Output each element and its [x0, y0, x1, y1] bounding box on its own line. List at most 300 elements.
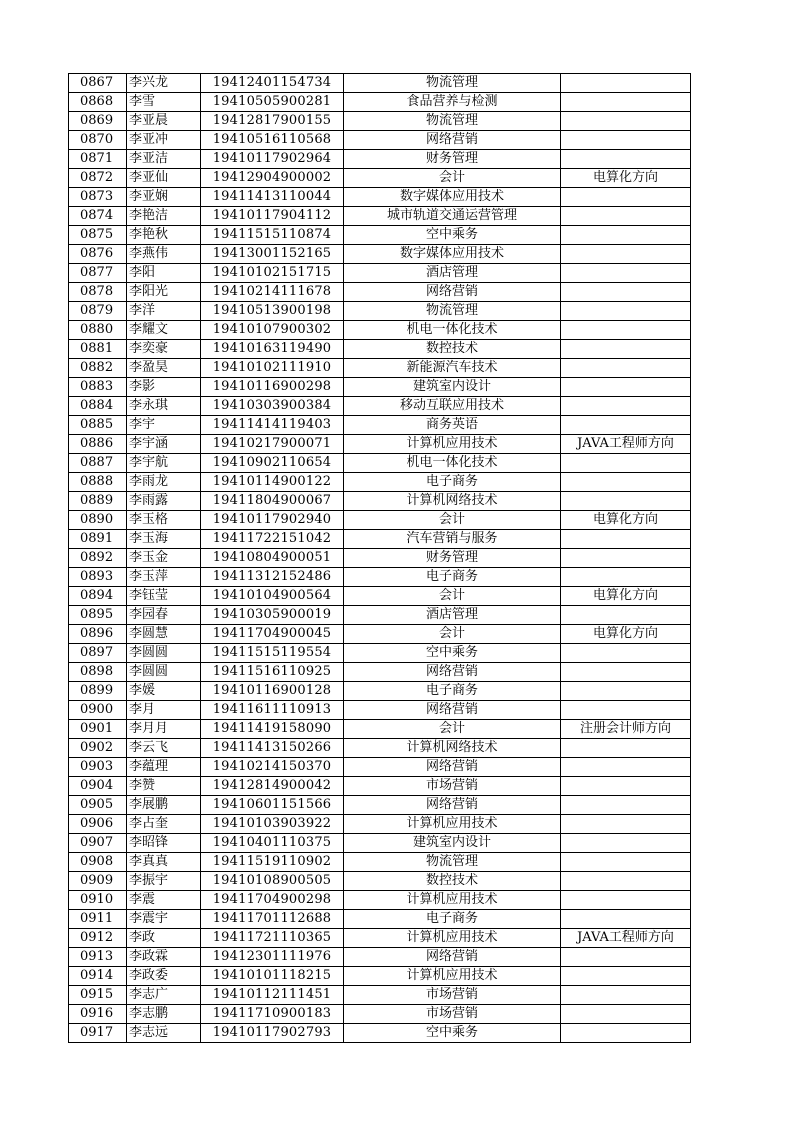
major-cell: 空中乘务 — [344, 226, 561, 245]
seq-number-cell: 0899 — [69, 682, 127, 701]
name-cell: 李盈昊 — [127, 359, 201, 378]
exam-id-cell: 19411704900298 — [201, 891, 344, 910]
table-row — [69, 245, 691, 264]
major-cell: 会计 — [344, 720, 561, 739]
major-cell: 建筑室内设计 — [344, 834, 561, 853]
exam-id-cell: 19410305900019 — [201, 606, 344, 625]
seq-number-cell: 0871 — [69, 150, 127, 169]
exam-id-cell: 19410163119490 — [201, 340, 344, 359]
major-cell: 网络营销 — [344, 663, 561, 682]
name-cell: 李艳秋 — [127, 226, 201, 245]
seq-number-cell: 0869 — [69, 112, 127, 131]
seq-number-cell: 0905 — [69, 796, 127, 815]
seq-number-cell: 0889 — [69, 492, 127, 511]
name-cell: 李月 — [127, 701, 201, 720]
name-cell: 李政霖 — [127, 948, 201, 967]
direction-cell — [561, 340, 691, 359]
direction-cell: JAVA工程师方向 — [561, 435, 691, 454]
table-row — [69, 340, 691, 359]
exam-id-cell: 19410117902940 — [201, 511, 344, 530]
name-cell: 李玉格 — [127, 511, 201, 530]
seq-number-cell: 0867 — [69, 74, 127, 93]
direction-cell — [561, 112, 691, 131]
table-row — [69, 568, 691, 587]
table-row — [69, 587, 691, 606]
exam-id-cell: 19410112111451 — [201, 986, 344, 1005]
major-cell: 网络营销 — [344, 131, 561, 150]
major-cell: 电子商务 — [344, 682, 561, 701]
name-cell: 李蕴理 — [127, 758, 201, 777]
direction-cell — [561, 74, 691, 93]
table-row — [69, 720, 691, 739]
major-cell: 会计 — [344, 169, 561, 188]
name-cell: 李媛 — [127, 682, 201, 701]
table-row — [69, 815, 691, 834]
direction-cell — [561, 967, 691, 986]
name-cell: 李亚冲 — [127, 131, 201, 150]
table-row — [69, 549, 691, 568]
direction-cell — [561, 986, 691, 1005]
table-row — [69, 302, 691, 321]
seq-number-cell: 0892 — [69, 549, 127, 568]
seq-number-cell: 0906 — [69, 815, 127, 834]
major-cell: 机电一体化技术 — [344, 321, 561, 340]
direction-cell: 注册会计师方向 — [561, 720, 691, 739]
name-cell: 李震 — [127, 891, 201, 910]
name-cell: 李月月 — [127, 720, 201, 739]
exam-id-cell: 19412301111976 — [201, 948, 344, 967]
exam-id-cell: 19411804900067 — [201, 492, 344, 511]
direction-cell — [561, 872, 691, 891]
name-cell: 李玉萍 — [127, 568, 201, 587]
major-cell: 会计 — [344, 587, 561, 606]
seq-number-cell: 0898 — [69, 663, 127, 682]
table-row — [69, 473, 691, 492]
direction-cell — [561, 359, 691, 378]
exam-id-cell: 19412401154734 — [201, 74, 344, 93]
exam-id-cell: 19411414119403 — [201, 416, 344, 435]
table-row — [69, 777, 691, 796]
major-cell: 物流管理 — [344, 74, 561, 93]
seq-number-cell: 0893 — [69, 568, 127, 587]
name-cell: 李昭锋 — [127, 834, 201, 853]
major-cell: 计算机网络技术 — [344, 739, 561, 758]
direction-cell — [561, 682, 691, 701]
seq-number-cell: 0886 — [69, 435, 127, 454]
direction-cell: JAVA工程师方向 — [561, 929, 691, 948]
direction-cell — [561, 549, 691, 568]
exam-id-cell: 19410114900122 — [201, 473, 344, 492]
name-cell: 李云飞 — [127, 739, 201, 758]
seq-number-cell: 0887 — [69, 454, 127, 473]
name-cell: 李亚娴 — [127, 188, 201, 207]
seq-number-cell: 0896 — [69, 625, 127, 644]
table-row — [69, 492, 691, 511]
seq-number-cell: 0883 — [69, 378, 127, 397]
seq-number-cell: 0878 — [69, 283, 127, 302]
table-row — [69, 929, 691, 948]
direction-cell — [561, 188, 691, 207]
name-cell: 李宇 — [127, 416, 201, 435]
seq-number-cell: 0913 — [69, 948, 127, 967]
major-cell: 网络营销 — [344, 283, 561, 302]
table-row — [69, 834, 691, 853]
direction-cell — [561, 245, 691, 264]
direction-cell — [561, 283, 691, 302]
seq-number-cell: 0897 — [69, 644, 127, 663]
major-cell: 食品营养与检测 — [344, 93, 561, 112]
major-cell: 电子商务 — [344, 473, 561, 492]
seq-number-cell: 0880 — [69, 321, 127, 340]
direction-cell — [561, 796, 691, 815]
seq-number-cell: 0915 — [69, 986, 127, 1005]
table-row — [69, 967, 691, 986]
major-cell: 数字媒体应用技术 — [344, 245, 561, 264]
table-row — [69, 226, 691, 245]
table-row — [69, 853, 691, 872]
seq-number-cell: 0875 — [69, 226, 127, 245]
exam-id-cell: 19411519110902 — [201, 853, 344, 872]
name-cell: 李艳洁 — [127, 207, 201, 226]
name-cell: 李振宇 — [127, 872, 201, 891]
table-row — [69, 1005, 691, 1024]
direction-cell — [561, 910, 691, 929]
name-cell: 李玉金 — [127, 549, 201, 568]
exam-id-cell: 19410104900564 — [201, 587, 344, 606]
exam-id-cell: 19410601151566 — [201, 796, 344, 815]
direction-cell — [561, 264, 691, 283]
seq-number-cell: 0909 — [69, 872, 127, 891]
exam-id-cell: 19410217900071 — [201, 435, 344, 454]
direction-cell: 电算化方向 — [561, 169, 691, 188]
major-cell: 市场营销 — [344, 986, 561, 1005]
name-cell: 李真真 — [127, 853, 201, 872]
direction-cell — [561, 891, 691, 910]
exam-id-cell: 19410101118215 — [201, 967, 344, 986]
table-row — [69, 359, 691, 378]
table-row — [69, 644, 691, 663]
seq-number-cell: 0885 — [69, 416, 127, 435]
major-cell: 移动互联应用技术 — [344, 397, 561, 416]
major-cell: 数字媒体应用技术 — [344, 188, 561, 207]
major-cell: 机电一体化技术 — [344, 454, 561, 473]
major-cell: 计算机应用技术 — [344, 891, 561, 910]
seq-number-cell: 0881 — [69, 340, 127, 359]
exam-id-cell: 19410108900505 — [201, 872, 344, 891]
seq-number-cell: 0902 — [69, 739, 127, 758]
major-cell: 会计 — [344, 511, 561, 530]
name-cell: 李亚仙 — [127, 169, 201, 188]
name-cell: 李洋 — [127, 302, 201, 321]
exam-id-cell: 19410107900302 — [201, 321, 344, 340]
exam-id-cell: 19410804900051 — [201, 549, 344, 568]
name-cell: 李亚晨 — [127, 112, 201, 131]
seq-number-cell: 0912 — [69, 929, 127, 948]
seq-number-cell: 0900 — [69, 701, 127, 720]
table-row — [69, 131, 691, 150]
table-row — [69, 1024, 691, 1043]
exam-id-cell: 19410103903922 — [201, 815, 344, 834]
seq-number-cell: 0901 — [69, 720, 127, 739]
name-cell: 李耀文 — [127, 321, 201, 340]
direction-cell — [561, 758, 691, 777]
exam-id-cell: 19410303900384 — [201, 397, 344, 416]
direction-cell — [561, 131, 691, 150]
major-cell: 建筑室内设计 — [344, 378, 561, 397]
name-cell: 李圆慧 — [127, 625, 201, 644]
seq-number-cell: 0890 — [69, 511, 127, 530]
name-cell: 李园春 — [127, 606, 201, 625]
direction-cell — [561, 150, 691, 169]
table-row — [69, 758, 691, 777]
major-cell: 汽车营销与服务 — [344, 530, 561, 549]
major-cell: 电子商务 — [344, 568, 561, 587]
direction-cell — [561, 606, 691, 625]
name-cell: 李影 — [127, 378, 201, 397]
table-row — [69, 378, 691, 397]
seq-number-cell: 0895 — [69, 606, 127, 625]
name-cell: 李玉海 — [127, 530, 201, 549]
direction-cell — [561, 644, 691, 663]
major-cell: 酒店管理 — [344, 264, 561, 283]
direction-cell — [561, 739, 691, 758]
direction-cell: 电算化方向 — [561, 625, 691, 644]
name-cell: 李志远 — [127, 1024, 201, 1043]
seq-number-cell: 0907 — [69, 834, 127, 853]
major-cell: 计算机网络技术 — [344, 492, 561, 511]
exam-id-cell: 19412814900042 — [201, 777, 344, 796]
table-row — [69, 625, 691, 644]
table-row — [69, 872, 691, 891]
major-cell: 空中乘务 — [344, 644, 561, 663]
exam-id-cell: 19411419158090 — [201, 720, 344, 739]
seq-number-cell: 0911 — [69, 910, 127, 929]
table-row — [69, 454, 691, 473]
table-row — [69, 511, 691, 530]
major-cell: 市场营销 — [344, 777, 561, 796]
name-cell: 李奕豪 — [127, 340, 201, 359]
exam-id-cell: 19411722151042 — [201, 530, 344, 549]
table-row — [69, 739, 691, 758]
name-cell: 李占奎 — [127, 815, 201, 834]
table-row — [69, 74, 691, 93]
table-row — [69, 663, 691, 682]
direction-cell — [561, 473, 691, 492]
name-cell: 李亚洁 — [127, 150, 201, 169]
direction-cell — [561, 1024, 691, 1043]
major-cell: 网络营销 — [344, 796, 561, 815]
table-row — [69, 188, 691, 207]
exam-id-cell: 19410505900281 — [201, 93, 344, 112]
exam-id-cell: 19410117902964 — [201, 150, 344, 169]
seq-number-cell: 0873 — [69, 188, 127, 207]
exam-id-cell: 19412904900002 — [201, 169, 344, 188]
exam-id-cell: 19410214111678 — [201, 283, 344, 302]
table-row — [69, 606, 691, 625]
seq-number-cell: 0870 — [69, 131, 127, 150]
exam-id-cell: 19411710900183 — [201, 1005, 344, 1024]
table-row — [69, 93, 691, 112]
seq-number-cell: 0891 — [69, 530, 127, 549]
table-row — [69, 416, 691, 435]
direction-cell — [561, 492, 691, 511]
major-cell: 城市轨道交通运营管理 — [344, 207, 561, 226]
seq-number-cell: 0872 — [69, 169, 127, 188]
major-cell: 物流管理 — [344, 302, 561, 321]
seq-number-cell: 0904 — [69, 777, 127, 796]
exam-id-cell: 19410516110568 — [201, 131, 344, 150]
seq-number-cell: 0884 — [69, 397, 127, 416]
table-row — [69, 796, 691, 815]
table-row — [69, 910, 691, 929]
name-cell: 李展鹏 — [127, 796, 201, 815]
table-row — [69, 948, 691, 967]
direction-cell — [561, 226, 691, 245]
table-row — [69, 321, 691, 340]
table-row — [69, 169, 691, 188]
direction-cell — [561, 568, 691, 587]
direction-cell — [561, 834, 691, 853]
major-cell: 网络营销 — [344, 701, 561, 720]
name-cell: 李钰莹 — [127, 587, 201, 606]
exam-id-cell: 19410214150370 — [201, 758, 344, 777]
exam-id-cell: 19410513900198 — [201, 302, 344, 321]
name-cell: 李赞 — [127, 777, 201, 796]
name-cell: 李圆圆 — [127, 644, 201, 663]
major-cell: 市场营销 — [344, 1005, 561, 1024]
roster-table-body — [69, 74, 691, 1043]
exam-id-cell: 19410102111910 — [201, 359, 344, 378]
direction-cell — [561, 416, 691, 435]
direction-cell: 电算化方向 — [561, 511, 691, 530]
exam-id-cell: 19410117904112 — [201, 207, 344, 226]
table-row — [69, 530, 691, 549]
table-row — [69, 986, 691, 1005]
seq-number-cell: 0908 — [69, 853, 127, 872]
exam-id-cell: 19411704900045 — [201, 625, 344, 644]
name-cell: 李兴龙 — [127, 74, 201, 93]
table-row — [69, 397, 691, 416]
seq-number-cell: 0882 — [69, 359, 127, 378]
name-cell: 李燕伟 — [127, 245, 201, 264]
seq-number-cell: 0903 — [69, 758, 127, 777]
direction-cell — [561, 93, 691, 112]
seq-number-cell: 0888 — [69, 473, 127, 492]
name-cell: 李志广 — [127, 986, 201, 1005]
exam-id-cell: 19410116900298 — [201, 378, 344, 397]
major-cell: 网络营销 — [344, 948, 561, 967]
exam-id-cell: 19410117902793 — [201, 1024, 344, 1043]
direction-cell — [561, 454, 691, 473]
direction-cell — [561, 1005, 691, 1024]
exam-id-cell: 19410102151715 — [201, 264, 344, 283]
exam-id-cell: 19411611110913 — [201, 701, 344, 720]
exam-id-cell: 19410116900128 — [201, 682, 344, 701]
exam-id-cell: 19411515110874 — [201, 226, 344, 245]
direction-cell — [561, 948, 691, 967]
direction-cell — [561, 321, 691, 340]
major-cell: 计算机应用技术 — [344, 815, 561, 834]
seq-number-cell: 0876 — [69, 245, 127, 264]
major-cell: 会计 — [344, 625, 561, 644]
major-cell: 计算机应用技术 — [344, 967, 561, 986]
name-cell: 李政 — [127, 929, 201, 948]
major-cell: 财务管理 — [344, 150, 561, 169]
roster-table — [68, 73, 691, 1043]
table-row — [69, 264, 691, 283]
table-row — [69, 682, 691, 701]
table-row — [69, 207, 691, 226]
direction-cell — [561, 853, 691, 872]
name-cell: 李志鹏 — [127, 1005, 201, 1024]
exam-id-cell: 19411721110365 — [201, 929, 344, 948]
major-cell: 电子商务 — [344, 910, 561, 929]
major-cell: 数控技术 — [344, 872, 561, 891]
direction-cell — [561, 378, 691, 397]
name-cell: 李宇涵 — [127, 435, 201, 454]
direction-cell — [561, 530, 691, 549]
direction-cell — [561, 663, 691, 682]
major-cell: 物流管理 — [344, 853, 561, 872]
name-cell: 李雪 — [127, 93, 201, 112]
major-cell: 酒店管理 — [344, 606, 561, 625]
major-cell: 财务管理 — [344, 549, 561, 568]
exam-id-cell: 19411515119554 — [201, 644, 344, 663]
major-cell: 空中乘务 — [344, 1024, 561, 1043]
direction-cell — [561, 815, 691, 834]
name-cell: 李雨龙 — [127, 473, 201, 492]
seq-number-cell: 0916 — [69, 1005, 127, 1024]
exam-id-cell: 19413001152165 — [201, 245, 344, 264]
exam-id-cell: 19410902110654 — [201, 454, 344, 473]
major-cell: 计算机应用技术 — [344, 929, 561, 948]
major-cell: 计算机应用技术 — [344, 435, 561, 454]
seq-number-cell: 0917 — [69, 1024, 127, 1043]
exam-id-cell: 19412817900155 — [201, 112, 344, 131]
seq-number-cell: 0868 — [69, 93, 127, 112]
major-cell: 新能源汽车技术 — [344, 359, 561, 378]
table-row — [69, 435, 691, 454]
seq-number-cell: 0910 — [69, 891, 127, 910]
exam-id-cell: 19411312152486 — [201, 568, 344, 587]
name-cell: 李阳光 — [127, 283, 201, 302]
seq-number-cell: 0914 — [69, 967, 127, 986]
seq-number-cell: 0877 — [69, 264, 127, 283]
table-row — [69, 150, 691, 169]
exam-id-cell: 19411516110925 — [201, 663, 344, 682]
direction-cell — [561, 777, 691, 796]
major-cell: 网络营销 — [344, 758, 561, 777]
exam-id-cell: 19411413150266 — [201, 739, 344, 758]
major-cell: 数控技术 — [344, 340, 561, 359]
direction-cell — [561, 302, 691, 321]
major-cell: 商务英语 — [344, 416, 561, 435]
exam-id-cell: 19411413110044 — [201, 188, 344, 207]
table-row — [69, 701, 691, 720]
direction-cell — [561, 397, 691, 416]
exam-id-cell: 19410401110375 — [201, 834, 344, 853]
seq-number-cell: 0894 — [69, 587, 127, 606]
name-cell: 李宇航 — [127, 454, 201, 473]
table-row — [69, 283, 691, 302]
name-cell: 李震宇 — [127, 910, 201, 929]
name-cell: 李政委 — [127, 967, 201, 986]
name-cell: 李永琪 — [127, 397, 201, 416]
seq-number-cell: 0874 — [69, 207, 127, 226]
exam-id-cell: 19411701112688 — [201, 910, 344, 929]
seq-number-cell: 0879 — [69, 302, 127, 321]
name-cell: 李圆圆 — [127, 663, 201, 682]
